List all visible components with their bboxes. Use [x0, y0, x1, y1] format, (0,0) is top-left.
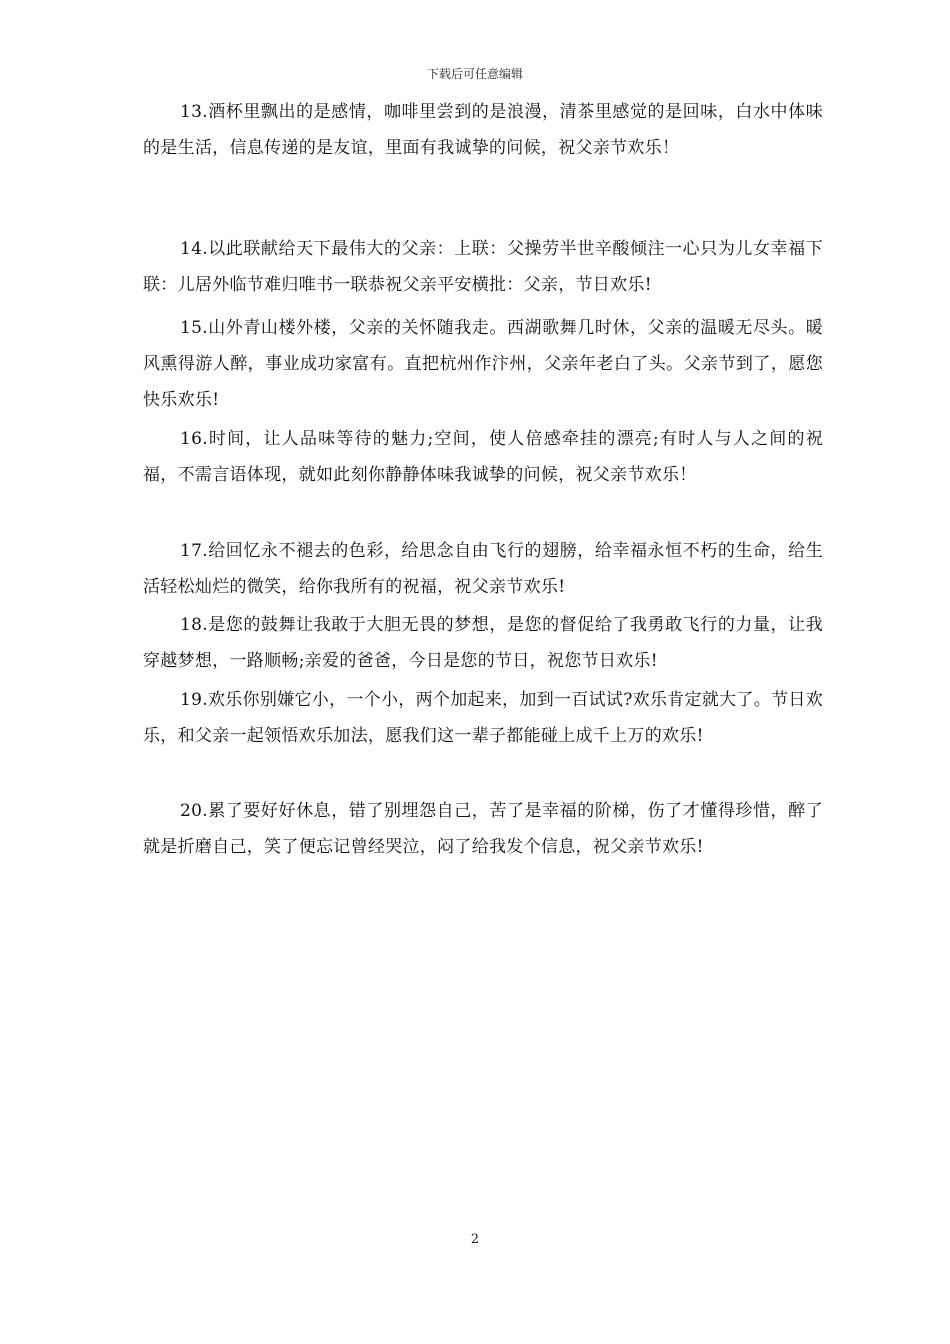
paragraph-13: 13.酒杯里飘出的是感情，咖啡里尝到的是浪漫，清茶里感觉的是回味，白水中体味的是生活，信息传递的是友谊，里面有我诚挚的问候，祝父亲节欢乐！ — [143, 102, 823, 158]
paragraph-16: 16.时间，让人品味等待的魅力;空间，使人倍感牵挂的漂亮;有时人与人之间的祝福，不需言语体现，就如此刻你静静体味我诚挚的问候，祝父亲节欢乐！ — [143, 429, 823, 485]
paragraph-20: 20.累了要好好休息，错了别埋怨自己，苦了是幸福的阶梯，伤了才懂得珍惜，醉了就是折磨自己，笑了便忘记曾经哭泣，闷了给我发个信息，祝父亲节欢乐! — [143, 801, 823, 857]
paragraph-19: 19.欢乐你别嫌它小，一个小，两个加起来，加到一百试试?欢乐肯定就大了。节日欢乐，和父亲一起领悟欢乐加法，愿我们这一辈子都能碰上成千上万的欢乐! — [143, 690, 823, 746]
paragraph-17: 17.给回忆永不褪去的色彩，给思念自由飞行的翅膀，给幸福永恒不朽的生命，给生活轻松灿烂的微笑，给你我所有的祝福，祝父亲节欢乐! — [143, 541, 823, 597]
page-number: 2 — [470, 1232, 480, 1247]
paragraph-14: 14.以此联献给天下最伟大的父亲：上联：父操劳半世辛酸倾注一心只为儿女幸福下联：儿居外临节难归唯书一联恭祝父亲平安横批：父亲，节日欢乐! — [143, 239, 823, 295]
paragraph-18: 18.是您的鼓舞让我敢于大胆无畏的梦想，是您的督促给了我勇敢飞行的力量，让我穿越梦想，一路顺畅;亲爱的爸爸，今日是您的节日，祝您节日欢乐! — [143, 615, 823, 671]
paragraph-15: 15.山外青山楼外楼，父亲的关怀随我走。西湖歌舞几时休，父亲的温暖无尽头。暖风熏得游人醉，事业成功家富有。直把杭州作汴州，父亲年老白了头。父亲节到了，愿您快乐欢乐! — [143, 318, 823, 410]
page-header: 下载后可任意编辑 — [426, 67, 523, 81]
